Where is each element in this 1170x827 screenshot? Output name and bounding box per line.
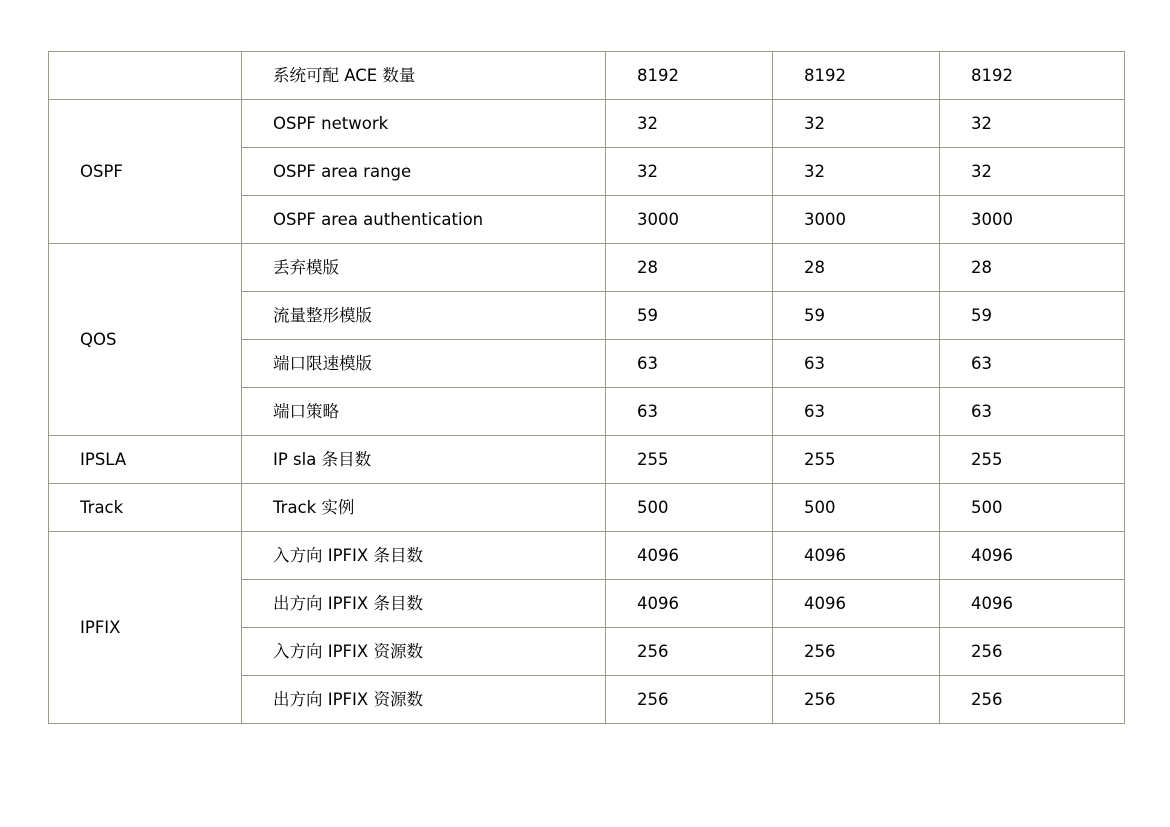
value-cell: 32 — [940, 100, 1125, 148]
value-cell: 63 — [940, 340, 1125, 388]
value-cell: 256 — [940, 628, 1125, 676]
value-cell: 32 — [606, 148, 773, 196]
value-cell: 28 — [940, 244, 1125, 292]
item-cell: OSPF area authentication — [242, 196, 606, 244]
item-cell: 入方向 IPFIX 资源数 — [242, 628, 606, 676]
value-cell: 255 — [940, 436, 1125, 484]
value-cell: 63 — [606, 388, 773, 436]
item-cell: 出方向 IPFIX 资源数 — [242, 676, 606, 724]
value-cell: 256 — [606, 676, 773, 724]
value-cell: 3000 — [606, 196, 773, 244]
item-cell: 入方向 IPFIX 条目数 — [242, 532, 606, 580]
value-cell: 32 — [773, 148, 940, 196]
value-cell: 256 — [606, 628, 773, 676]
item-cell: 端口限速模版 — [242, 340, 606, 388]
table-row — [49, 52, 1125, 100]
item-cell: IP sla 条目数 — [242, 436, 606, 484]
item-cell: OSPF area range — [242, 148, 606, 196]
item-cell: 系统可配 ACE 数量 — [242, 52, 606, 100]
group-cell-ospf: OSPF — [49, 100, 242, 244]
value-cell: 3000 — [940, 196, 1125, 244]
table-row — [49, 532, 1125, 580]
value-cell: 63 — [773, 340, 940, 388]
group-cell-track: Track — [49, 484, 242, 532]
item-cell: OSPF network — [242, 100, 606, 148]
spec-table — [48, 51, 1125, 724]
table-row — [49, 244, 1125, 292]
value-cell: 63 — [773, 388, 940, 436]
value-cell: 28 — [606, 244, 773, 292]
value-cell: 4096 — [940, 532, 1125, 580]
group-cell-qos: QOS — [49, 244, 242, 436]
group-cell-ipfix: IPFIX — [49, 532, 242, 724]
value-cell: 256 — [940, 676, 1125, 724]
value-cell: 500 — [940, 484, 1125, 532]
value-cell: 32 — [940, 148, 1125, 196]
value-cell: 59 — [606, 292, 773, 340]
value-cell: 4096 — [773, 580, 940, 628]
item-cell: 流量整形模版 — [242, 292, 606, 340]
value-cell: 3000 — [773, 196, 940, 244]
item-cell: 端口策略 — [242, 388, 606, 436]
group-cell — [49, 52, 242, 100]
value-cell: 63 — [606, 340, 773, 388]
table-row — [49, 436, 1125, 484]
item-cell: 出方向 IPFIX 条目数 — [242, 580, 606, 628]
value-cell: 8192 — [773, 52, 940, 100]
value-cell: 4096 — [606, 580, 773, 628]
value-cell: 4096 — [606, 532, 773, 580]
value-cell: 4096 — [773, 532, 940, 580]
value-cell: 256 — [773, 628, 940, 676]
value-cell: 500 — [773, 484, 940, 532]
group-cell-ipsla: IPSLA — [49, 436, 242, 484]
value-cell: 28 — [773, 244, 940, 292]
value-cell: 32 — [606, 100, 773, 148]
table-row — [49, 100, 1125, 148]
value-cell: 59 — [773, 292, 940, 340]
value-cell: 256 — [773, 676, 940, 724]
value-cell: 4096 — [940, 580, 1125, 628]
item-cell: Track 实例 — [242, 484, 606, 532]
value-cell: 8192 — [606, 52, 773, 100]
table-row — [49, 484, 1125, 532]
value-cell: 32 — [773, 100, 940, 148]
value-cell: 59 — [940, 292, 1125, 340]
value-cell: 8192 — [940, 52, 1125, 100]
value-cell: 255 — [773, 436, 940, 484]
item-cell: 丢弃模版 — [242, 244, 606, 292]
value-cell: 255 — [606, 436, 773, 484]
value-cell: 63 — [940, 388, 1125, 436]
value-cell: 500 — [606, 484, 773, 532]
